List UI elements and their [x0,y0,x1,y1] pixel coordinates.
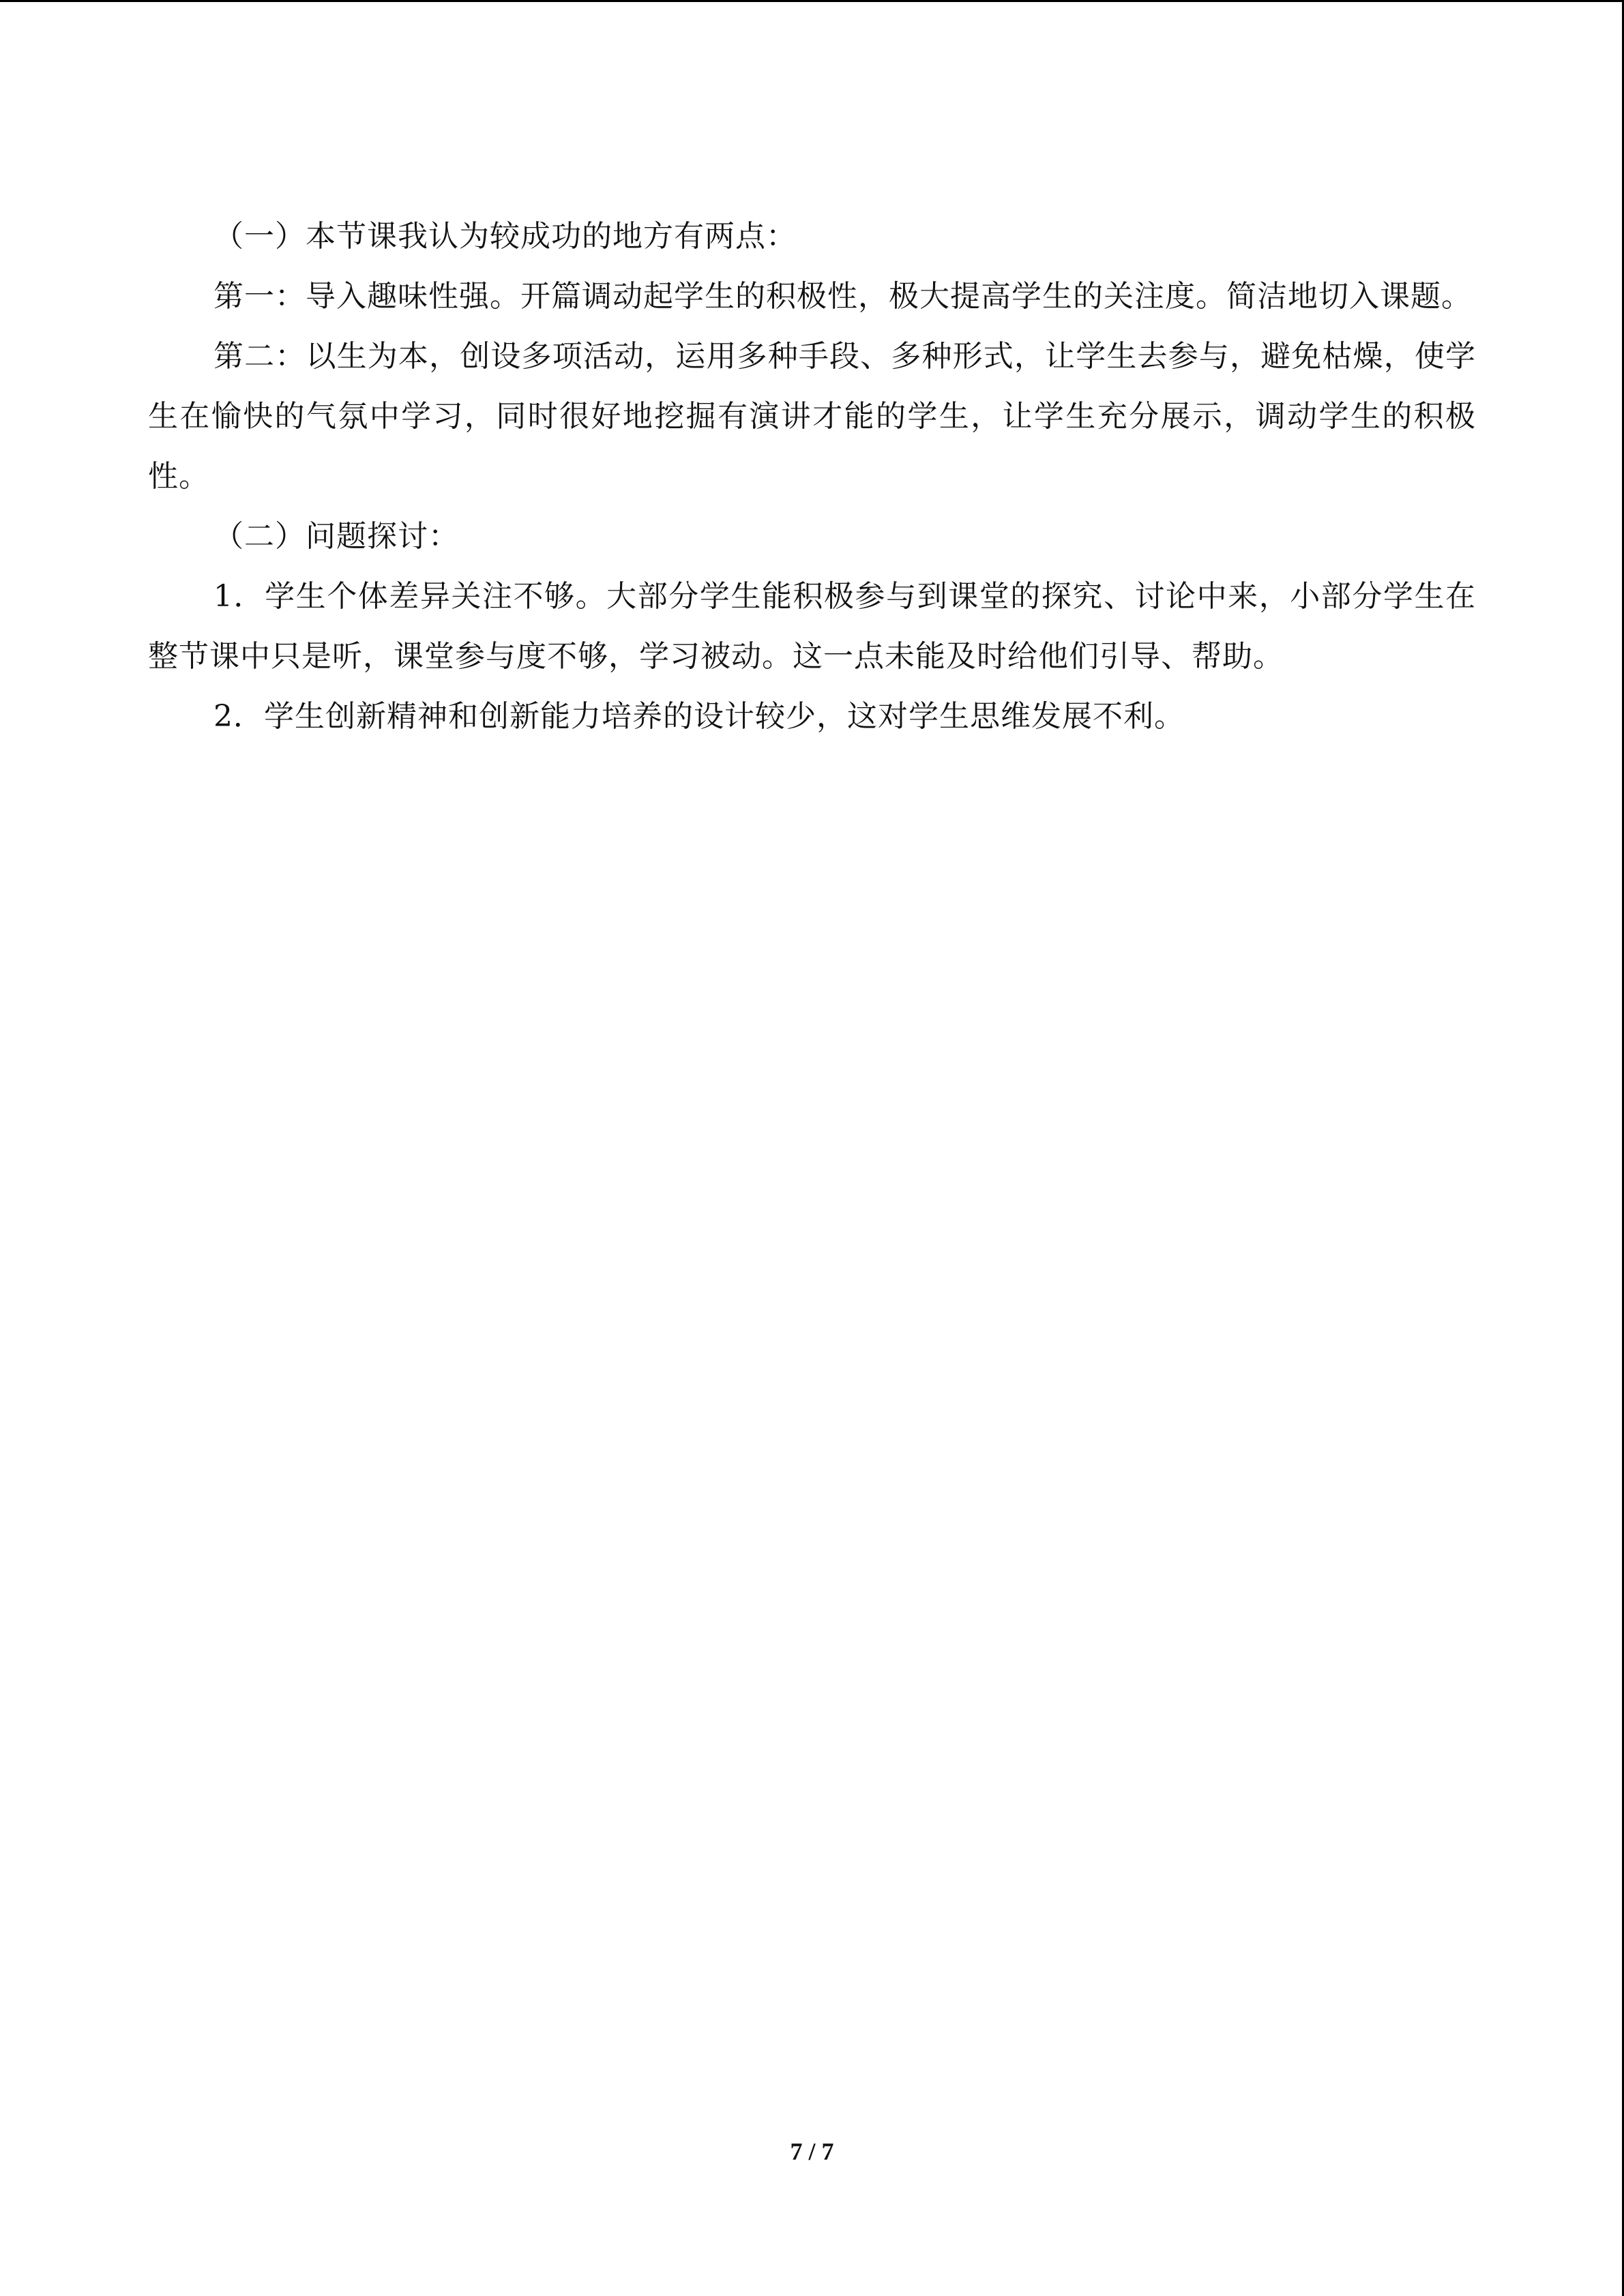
page-number: 7 / 7 [790,2138,834,2165]
paragraph-issue-one: 1．学生个体差异关注不够。大部分学生能积极参与到课堂的探究、讨论中来，小部分学生在整节课中只是听，课堂参与度不够，学习被动。这一点未能及时给他们引导、帮助。 [148,579,1476,674]
document-body [148,207,1476,747]
paragraph-issue-two: 2．学生创新精神和创新能力培养的设计较少，这对学生思维发展不利。 [213,699,1185,734]
section-heading-issues: （二）问题探讨： [213,519,459,554]
paragraph-strength-two: 第二：以生为本，创设多项活动，运用多种手段、多种形式，让学生去参与，避免枯燥，使学生在愉快的气氛中学习，同时很好地挖掘有演讲才能的学生，让学生充分展示，调动学生的积极性。 [148,339,1476,494]
section-heading-strengths: （一）本节课我认为较成功的地方有两点： [213,219,797,254]
paragraph-strength-one: 第一：导入趣味性强。开篇调动起学生的积极性，极大提高学生的关注度。简洁地切入课题。 [213,279,1472,314]
